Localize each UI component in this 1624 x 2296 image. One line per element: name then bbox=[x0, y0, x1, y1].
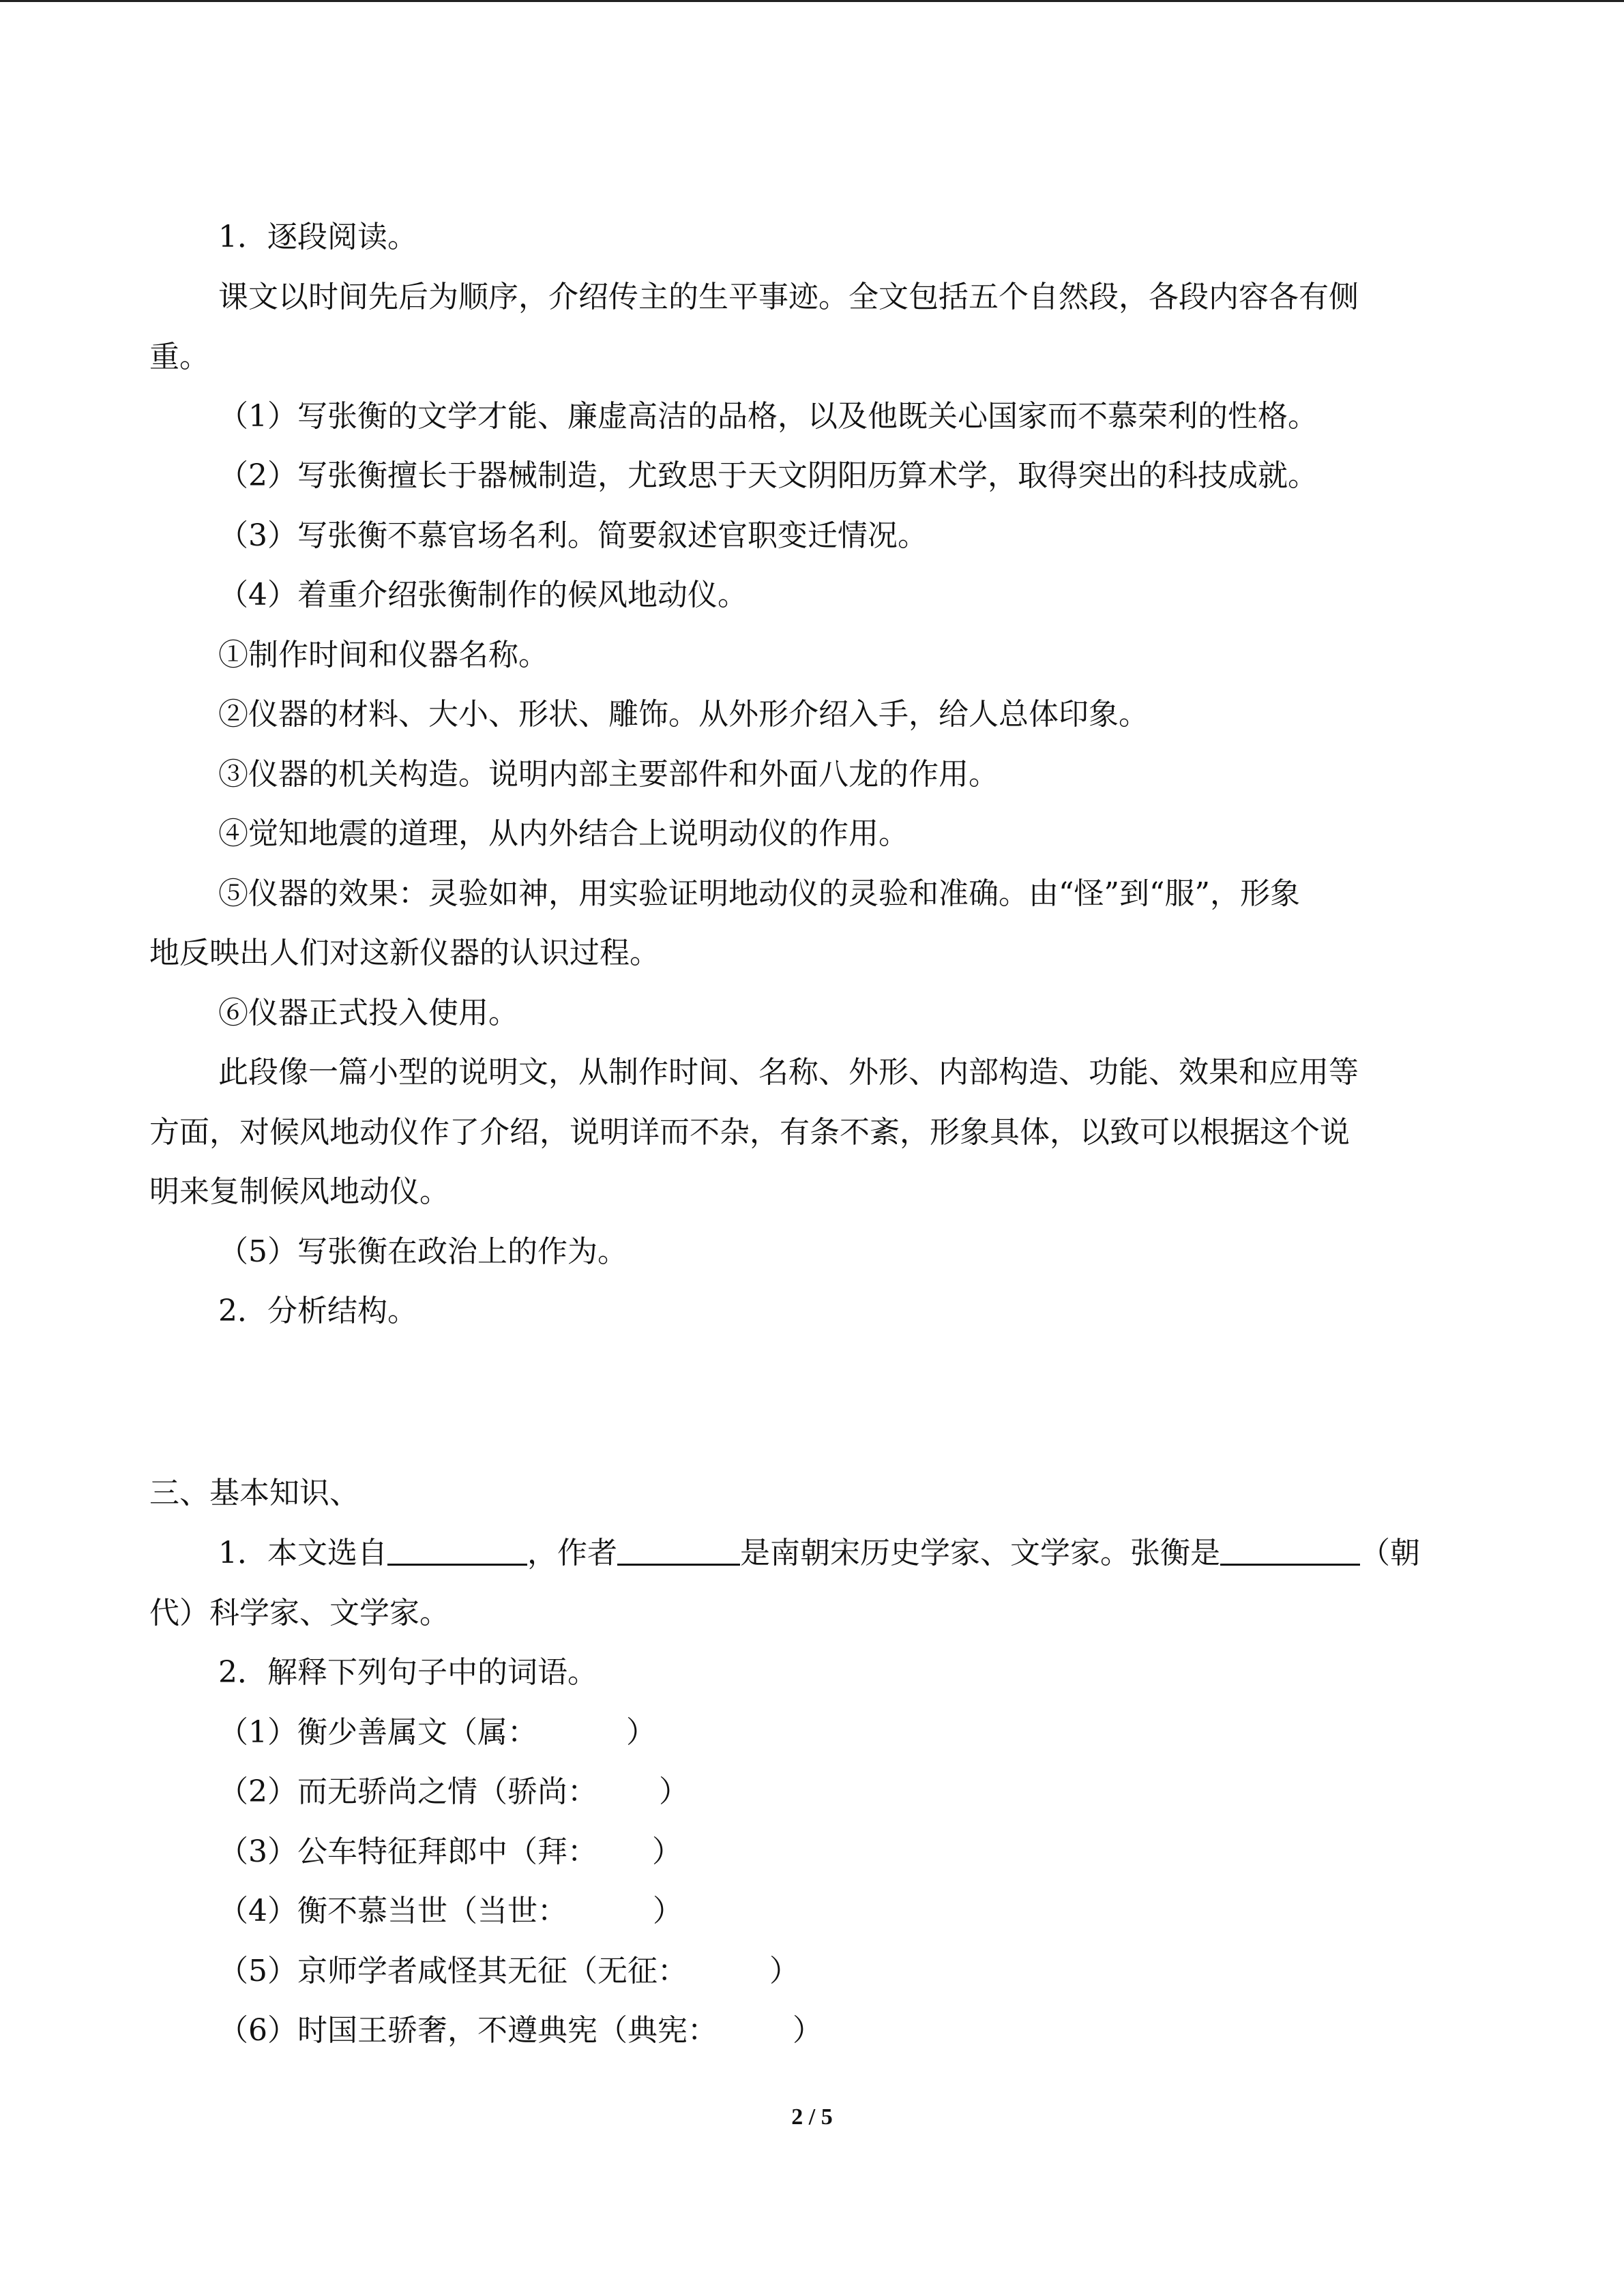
question-1 bbox=[0, 1526, 1624, 1581]
vocab-item-close: ） bbox=[652, 1834, 682, 1869]
summary-line-1: 此段像一篇小型的说明文，从制作时间、名称、外形、内部构造、功能、效果和应用等 bbox=[218, 1055, 1359, 1090]
top-border bbox=[0, 0, 1624, 2]
vocab-item-5 bbox=[0, 1944, 1624, 1999]
vocab-item-text: （4）衡不慕当世（当世： bbox=[218, 1894, 567, 1928]
point-2: ②仪器的材料、大小、形状、雕饰。从外形介绍入手，给人总体印象。 bbox=[218, 697, 1149, 732]
paragraph-3: （3）写张衡不慕官场名利。简要叙述官职变迁情况。 bbox=[218, 518, 928, 553]
vocab-item-6 bbox=[0, 2003, 1624, 2058]
vocab-item-close: ） bbox=[653, 1894, 683, 1928]
paragraph-5: （5）写张衡在政治上的作为。 bbox=[218, 1234, 628, 1269]
vocab-item-2 bbox=[0, 1765, 1624, 1819]
paragraph-4: （4）着重介绍张衡制作的候风地动仪。 bbox=[218, 578, 748, 612]
q1-text-1: 1．本文选自 bbox=[218, 1536, 387, 1570]
knowledge-heading: 三、基本知识、 bbox=[149, 1476, 359, 1510]
paragraph-2: （2）写张衡擅长于器械制造，尤致思于天文阴阳历算术学，取得突出的科技成就。 bbox=[218, 458, 1318, 493]
q1-text-2: ，作者 bbox=[527, 1536, 617, 1570]
vocab-item-close: ） bbox=[793, 2013, 823, 2048]
point-5: ⑤仪器的效果：灵验如神，用实验证明地动仪的灵验和准确。由“怪”到“服”，形象 bbox=[218, 876, 1300, 911]
q1-text-3: 是南朝宋历史学家、文学家。张衡是 bbox=[740, 1536, 1220, 1570]
vocab-item-text: （5）京师学者咸怪其无征（无征： bbox=[218, 1954, 688, 1988]
vocab-item-text: （6）时国王骄奢，不遵典宪（典宪： bbox=[218, 2013, 718, 2048]
vocab-item-3 bbox=[0, 1825, 1624, 1879]
point-6: ⑥仪器正式投入使用。 bbox=[218, 996, 518, 1030]
vocab-item-text: （3）公车特征拜郎中（拜： bbox=[218, 1834, 597, 1869]
point-1: ①制作时间和仪器名称。 bbox=[218, 638, 548, 672]
point-3: ③仪器的机关构造。说明内部主要部件和外面八龙的作用。 bbox=[218, 757, 999, 792]
summary-line-2: 方面，对候风地动仪作了介绍，说明详而不杂，有条不紊，形象具体，以致可以根据这个说 bbox=[149, 1115, 1350, 1150]
dynasty-blank[interactable] bbox=[1220, 1530, 1360, 1566]
question-1-continued: 代）科学家、文学家。 bbox=[149, 1596, 449, 1630]
point-5-continued: 地反映出人们对这新仪器的认识过程。 bbox=[149, 936, 660, 970]
vocab-item-1 bbox=[0, 1705, 1624, 1760]
summary-line-3: 明来复制候风地动仪。 bbox=[149, 1174, 449, 1209]
vocab-item-close: ） bbox=[626, 1715, 656, 1750]
question-2-heading: 2．解释下列句子中的词语。 bbox=[218, 1655, 597, 1690]
intro-line-1: 课文以时间先后为顺序，介绍传主的生平事迹。全文包括五个自然段，各段内容各有侧 bbox=[218, 280, 1359, 314]
vocab-item-close: ） bbox=[769, 1954, 799, 1988]
vocab-item-close: ） bbox=[659, 1774, 689, 1809]
intro-line-2: 重。 bbox=[149, 340, 209, 374]
vocab-item-text: （1）衡少善属文（属： bbox=[218, 1715, 537, 1750]
page-number: 2 / 5 bbox=[791, 2104, 833, 2130]
q1-text-4: （朝 bbox=[1360, 1536, 1420, 1570]
point-4: ④觉知地震的道理，从内外结合上说明动仪的作用。 bbox=[218, 816, 909, 851]
paragraph-1: （1）写张衡的文学才能、廉虚高洁的品格，以及他既关心国家而不慕荣利的性格。 bbox=[218, 399, 1318, 434]
vocab-item-4 bbox=[0, 1884, 1624, 1939]
item1-heading: 1．逐段阅读。 bbox=[218, 220, 417, 254]
item2-heading: 2．分析结构。 bbox=[218, 1294, 417, 1328]
vocab-item-text: （2）而无骄尚之情（骄尚： bbox=[218, 1774, 597, 1809]
author-blank[interactable] bbox=[617, 1530, 740, 1566]
source-blank[interactable] bbox=[387, 1530, 527, 1566]
